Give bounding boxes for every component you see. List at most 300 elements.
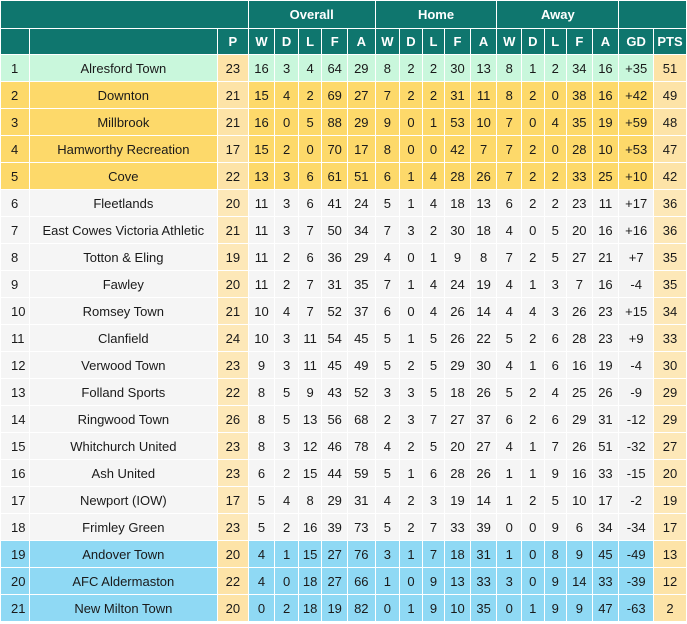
home-w-cell: 9 (375, 109, 400, 136)
team-name-cell: East Cowes Victoria Athletic (29, 217, 217, 244)
home-a-cell: 33 (470, 568, 497, 595)
points-cell: 27 (654, 433, 687, 460)
col-team (29, 29, 217, 55)
home-l-cell: 9 (422, 568, 445, 595)
table-row (1, 109, 687, 136)
home-l-cell: 5 (422, 352, 445, 379)
goal-difference-cell: +10 (619, 163, 654, 190)
overall-l-cell: 7 (298, 271, 322, 298)
overall-a-cell: 29 (347, 109, 375, 136)
home-w-cell: 7 (375, 217, 400, 244)
table-row (1, 541, 687, 568)
overall-w-cell: 9 (248, 352, 275, 379)
overall-a-cell: 24 (347, 190, 375, 217)
home-d-cell: 0 (400, 109, 423, 136)
home-f-cell: 26 (445, 298, 471, 325)
overall-l-cell: 15 (298, 541, 322, 568)
overall-d-cell: 2 (275, 136, 299, 163)
position-cell: 9 (1, 271, 30, 298)
table-row (1, 460, 687, 487)
goal-difference-cell: -9 (619, 379, 654, 406)
away-a-cell: 34 (592, 514, 619, 541)
home-w-cell: 7 (375, 82, 400, 109)
overall-f-cell: 54 (322, 325, 348, 352)
table-row (1, 163, 687, 190)
away-l-cell: 4 (544, 379, 567, 406)
overall-l-cell: 2 (298, 82, 322, 109)
home-l-cell: 5 (422, 433, 445, 460)
team-name-cell: Whitchurch United (29, 433, 217, 460)
overall-f-cell: 27 (322, 541, 348, 568)
overall-f-cell: 45 (322, 352, 348, 379)
goal-difference-cell: -4 (619, 352, 654, 379)
away-l-cell: 3 (544, 271, 567, 298)
header-spacer (1, 1, 249, 29)
home-w-cell: 5 (375, 325, 400, 352)
away-w-cell: 7 (497, 136, 522, 163)
away-w-cell: 0 (497, 514, 522, 541)
home-l-cell: 1 (422, 109, 445, 136)
overall-a-cell: 59 (347, 460, 375, 487)
overall-f-cell: 70 (322, 136, 348, 163)
away-w-cell: 6 (497, 406, 522, 433)
team-name-cell: Alresford Town (29, 55, 217, 82)
away-d-cell: 0 (522, 514, 545, 541)
column-header-row (1, 29, 687, 55)
points-cell: 12 (654, 568, 687, 595)
overall-d-cell: 0 (275, 568, 299, 595)
away-f-cell: 20 (567, 217, 593, 244)
away-l-cell: 6 (544, 406, 567, 433)
overall-l-cell: 4 (298, 55, 322, 82)
overall-f-cell: 41 (322, 190, 348, 217)
home-w-cell: 6 (375, 298, 400, 325)
team-name-cell: Andover Town (29, 541, 217, 568)
team-name-cell: Downton (29, 82, 217, 109)
col-home-f: F (445, 29, 471, 55)
goal-difference-cell: -2 (619, 487, 654, 514)
team-name-cell: New Milton Town (29, 595, 217, 622)
away-f-cell: 7 (567, 271, 593, 298)
goal-difference-cell: +42 (619, 82, 654, 109)
table-row (1, 244, 687, 271)
away-d-cell: 2 (522, 406, 545, 433)
table-row (1, 379, 687, 406)
overall-a-cell: 29 (347, 55, 375, 82)
home-d-cell: 2 (400, 514, 423, 541)
overall-l-cell: 13 (298, 406, 322, 433)
col-pos (1, 29, 30, 55)
overall-d-cell: 3 (275, 163, 299, 190)
home-w-cell: 4 (375, 487, 400, 514)
away-w-cell: 1 (497, 487, 522, 514)
played-cell: 19 (218, 244, 249, 271)
home-f-cell: 9 (445, 244, 471, 271)
away-d-cell: 2 (522, 379, 545, 406)
team-name-cell: Newport (IOW) (29, 487, 217, 514)
overall-d-cell: 3 (275, 217, 299, 244)
goal-difference-cell: +59 (619, 109, 654, 136)
away-w-cell: 4 (497, 271, 522, 298)
position-cell: 19 (1, 541, 30, 568)
away-a-cell: 33 (592, 568, 619, 595)
overall-l-cell: 5 (298, 109, 322, 136)
played-cell: 24 (218, 325, 249, 352)
overall-f-cell: 19 (322, 595, 348, 622)
away-f-cell: 26 (567, 433, 593, 460)
group-overall: Overall (248, 1, 375, 29)
header-spacer (619, 1, 687, 29)
played-cell: 26 (218, 406, 249, 433)
overall-w-cell: 5 (248, 514, 275, 541)
home-l-cell: 5 (422, 325, 445, 352)
team-name-cell: Romsey Town (29, 298, 217, 325)
team-name-cell: Folland Sports (29, 379, 217, 406)
table-row (1, 325, 687, 352)
table-row (1, 190, 687, 217)
col-overall-d: D (275, 29, 299, 55)
table-row (1, 217, 687, 244)
overall-a-cell: 66 (347, 568, 375, 595)
away-a-cell: 26 (592, 379, 619, 406)
away-d-cell: 0 (522, 109, 545, 136)
overall-w-cell: 16 (248, 109, 275, 136)
home-a-cell: 11 (470, 82, 497, 109)
home-l-cell: 0 (422, 136, 445, 163)
overall-w-cell: 6 (248, 460, 275, 487)
away-l-cell: 3 (544, 298, 567, 325)
overall-d-cell: 5 (275, 406, 299, 433)
away-a-cell: 16 (592, 55, 619, 82)
played-cell: 22 (218, 379, 249, 406)
home-d-cell: 1 (400, 595, 423, 622)
home-l-cell: 4 (422, 298, 445, 325)
position-cell: 11 (1, 325, 30, 352)
position-cell: 6 (1, 190, 30, 217)
away-d-cell: 1 (522, 352, 545, 379)
home-f-cell: 29 (445, 352, 471, 379)
played-cell: 23 (218, 460, 249, 487)
away-l-cell: 5 (544, 244, 567, 271)
col-away-l: L (544, 29, 567, 55)
away-d-cell: 2 (522, 487, 545, 514)
table-row (1, 352, 687, 379)
overall-f-cell: 46 (322, 433, 348, 460)
overall-w-cell: 11 (248, 244, 275, 271)
away-f-cell: 27 (567, 244, 593, 271)
away-f-cell: 34 (567, 55, 593, 82)
away-l-cell: 2 (544, 190, 567, 217)
home-d-cell: 2 (400, 82, 423, 109)
away-d-cell: 0 (522, 568, 545, 595)
home-l-cell: 2 (422, 55, 445, 82)
home-f-cell: 31 (445, 82, 471, 109)
overall-d-cell: 1 (275, 541, 299, 568)
table-row (1, 298, 687, 325)
overall-f-cell: 39 (322, 514, 348, 541)
home-w-cell: 5 (375, 514, 400, 541)
points-cell: 36 (654, 217, 687, 244)
away-d-cell: 2 (522, 190, 545, 217)
away-a-cell: 19 (592, 109, 619, 136)
home-d-cell: 0 (400, 136, 423, 163)
home-w-cell: 8 (375, 136, 400, 163)
overall-d-cell: 3 (275, 190, 299, 217)
points-cell: 48 (654, 109, 687, 136)
position-cell: 5 (1, 163, 30, 190)
home-a-cell: 18 (470, 217, 497, 244)
played-cell: 20 (218, 271, 249, 298)
away-f-cell: 23 (567, 190, 593, 217)
overall-w-cell: 10 (248, 298, 275, 325)
home-a-cell: 8 (470, 244, 497, 271)
home-a-cell: 39 (470, 514, 497, 541)
goal-difference-cell: +17 (619, 190, 654, 217)
table-row (1, 82, 687, 109)
position-cell: 17 (1, 487, 30, 514)
overall-l-cell: 18 (298, 595, 322, 622)
home-a-cell: 26 (470, 460, 497, 487)
away-f-cell: 28 (567, 136, 593, 163)
points-cell: 17 (654, 514, 687, 541)
home-l-cell: 6 (422, 460, 445, 487)
goal-difference-cell: -12 (619, 406, 654, 433)
overall-w-cell: 4 (248, 541, 275, 568)
overall-l-cell: 6 (298, 190, 322, 217)
position-cell: 18 (1, 514, 30, 541)
away-a-cell: 33 (592, 460, 619, 487)
position-cell: 10 (1, 298, 30, 325)
home-f-cell: 18 (445, 190, 471, 217)
position-cell: 13 (1, 379, 30, 406)
home-a-cell: 26 (470, 163, 497, 190)
home-d-cell: 2 (400, 487, 423, 514)
goal-difference-cell: -49 (619, 541, 654, 568)
overall-w-cell: 11 (248, 217, 275, 244)
away-l-cell: 9 (544, 460, 567, 487)
overall-a-cell: 52 (347, 379, 375, 406)
overall-d-cell: 2 (275, 460, 299, 487)
team-name-cell: Verwood Town (29, 352, 217, 379)
away-f-cell: 28 (567, 325, 593, 352)
col-gd: GD (619, 29, 654, 55)
away-d-cell: 2 (522, 325, 545, 352)
home-w-cell: 7 (375, 271, 400, 298)
away-d-cell: 1 (522, 433, 545, 460)
overall-f-cell: 27 (322, 568, 348, 595)
goal-difference-cell: -32 (619, 433, 654, 460)
overall-w-cell: 5 (248, 487, 275, 514)
away-a-cell: 21 (592, 244, 619, 271)
home-f-cell: 30 (445, 217, 471, 244)
home-w-cell: 1 (375, 568, 400, 595)
home-a-cell: 10 (470, 109, 497, 136)
home-d-cell: 1 (400, 163, 423, 190)
overall-w-cell: 13 (248, 163, 275, 190)
col-away-w: W (497, 29, 522, 55)
away-l-cell: 6 (544, 325, 567, 352)
overall-d-cell: 3 (275, 433, 299, 460)
away-w-cell: 5 (497, 379, 522, 406)
overall-f-cell: 56 (322, 406, 348, 433)
overall-a-cell: 31 (347, 487, 375, 514)
overall-f-cell: 69 (322, 82, 348, 109)
position-cell: 7 (1, 217, 30, 244)
position-cell: 8 (1, 244, 30, 271)
team-name-cell: Fleetlands (29, 190, 217, 217)
goal-difference-cell: -34 (619, 514, 654, 541)
away-a-cell: 51 (592, 433, 619, 460)
points-cell: 34 (654, 298, 687, 325)
overall-w-cell: 11 (248, 190, 275, 217)
col-away-f: F (567, 29, 593, 55)
home-f-cell: 28 (445, 460, 471, 487)
points-cell: 20 (654, 460, 687, 487)
position-cell: 4 (1, 136, 30, 163)
team-name-cell: Fawley (29, 271, 217, 298)
played-cell: 17 (218, 487, 249, 514)
home-d-cell: 3 (400, 406, 423, 433)
table-row (1, 433, 687, 460)
overall-d-cell: 2 (275, 514, 299, 541)
points-cell: 51 (654, 55, 687, 82)
points-cell: 42 (654, 163, 687, 190)
home-l-cell: 2 (422, 82, 445, 109)
points-cell: 49 (654, 82, 687, 109)
overall-w-cell: 16 (248, 55, 275, 82)
position-cell: 20 (1, 568, 30, 595)
played-cell: 21 (218, 109, 249, 136)
col-played: P (218, 29, 249, 55)
home-a-cell: 31 (470, 541, 497, 568)
overall-f-cell: 52 (322, 298, 348, 325)
home-d-cell: 0 (400, 244, 423, 271)
home-f-cell: 53 (445, 109, 471, 136)
overall-a-cell: 76 (347, 541, 375, 568)
away-w-cell: 4 (497, 217, 522, 244)
away-f-cell: 9 (567, 595, 593, 622)
home-d-cell: 1 (400, 271, 423, 298)
home-f-cell: 18 (445, 379, 471, 406)
away-a-cell: 45 (592, 541, 619, 568)
overall-f-cell: 43 (322, 379, 348, 406)
goal-difference-cell: +35 (619, 55, 654, 82)
home-f-cell: 26 (445, 325, 471, 352)
away-d-cell: 2 (522, 82, 545, 109)
team-name-cell: Cove (29, 163, 217, 190)
home-w-cell: 5 (375, 352, 400, 379)
points-cell: 35 (654, 244, 687, 271)
overall-d-cell: 0 (275, 109, 299, 136)
home-w-cell: 5 (375, 190, 400, 217)
away-a-cell: 16 (592, 217, 619, 244)
home-l-cell: 7 (422, 514, 445, 541)
overall-a-cell: 73 (347, 514, 375, 541)
away-l-cell: 0 (544, 136, 567, 163)
home-a-cell: 7 (470, 136, 497, 163)
overall-f-cell: 31 (322, 271, 348, 298)
away-l-cell: 6 (544, 352, 567, 379)
away-a-cell: 16 (592, 82, 619, 109)
home-w-cell: 3 (375, 379, 400, 406)
goal-difference-cell: -39 (619, 568, 654, 595)
home-d-cell: 3 (400, 217, 423, 244)
table-row (1, 514, 687, 541)
overall-l-cell: 7 (298, 298, 322, 325)
away-f-cell: 26 (567, 298, 593, 325)
home-d-cell: 2 (400, 55, 423, 82)
away-l-cell: 9 (544, 595, 567, 622)
away-f-cell: 9 (567, 541, 593, 568)
points-cell: 29 (654, 379, 687, 406)
home-l-cell: 2 (422, 217, 445, 244)
home-f-cell: 13 (445, 568, 471, 595)
goal-difference-cell: +15 (619, 298, 654, 325)
overall-l-cell: 0 (298, 136, 322, 163)
home-a-cell: 26 (470, 379, 497, 406)
away-a-cell: 17 (592, 487, 619, 514)
away-w-cell: 7 (497, 244, 522, 271)
overall-a-cell: 82 (347, 595, 375, 622)
col-overall-l: L (298, 29, 322, 55)
overall-f-cell: 50 (322, 217, 348, 244)
table-row (1, 595, 687, 622)
away-f-cell: 10 (567, 487, 593, 514)
overall-l-cell: 9 (298, 379, 322, 406)
col-overall-a: A (347, 29, 375, 55)
away-f-cell: 33 (567, 163, 593, 190)
overall-a-cell: 51 (347, 163, 375, 190)
points-cell: 2 (654, 595, 687, 622)
home-f-cell: 42 (445, 136, 471, 163)
home-f-cell: 28 (445, 163, 471, 190)
group-header-row (1, 1, 687, 29)
home-d-cell: 2 (400, 433, 423, 460)
away-w-cell: 5 (497, 325, 522, 352)
away-d-cell: 2 (522, 136, 545, 163)
away-l-cell: 2 (544, 55, 567, 82)
away-d-cell: 1 (522, 595, 545, 622)
home-a-cell: 27 (470, 433, 497, 460)
away-l-cell: 5 (544, 217, 567, 244)
home-a-cell: 30 (470, 352, 497, 379)
played-cell: 22 (218, 163, 249, 190)
overall-w-cell: 8 (248, 406, 275, 433)
played-cell: 23 (218, 55, 249, 82)
home-f-cell: 19 (445, 487, 471, 514)
team-name-cell: Totton & Eling (29, 244, 217, 271)
home-l-cell: 4 (422, 271, 445, 298)
home-a-cell: 14 (470, 487, 497, 514)
home-a-cell: 13 (470, 190, 497, 217)
away-w-cell: 7 (497, 109, 522, 136)
overall-d-cell: 2 (275, 595, 299, 622)
away-l-cell: 9 (544, 514, 567, 541)
col-home-a: A (470, 29, 497, 55)
goal-difference-cell: -63 (619, 595, 654, 622)
home-a-cell: 37 (470, 406, 497, 433)
away-a-cell: 16 (592, 271, 619, 298)
points-cell: 19 (654, 487, 687, 514)
team-name-cell: Frimley Green (29, 514, 217, 541)
away-d-cell: 0 (522, 217, 545, 244)
table-row (1, 136, 687, 163)
home-w-cell: 4 (375, 244, 400, 271)
overall-w-cell: 4 (248, 568, 275, 595)
col-pts: PTS (654, 29, 687, 55)
team-name-cell: Millbrook (29, 109, 217, 136)
home-d-cell: 0 (400, 568, 423, 595)
